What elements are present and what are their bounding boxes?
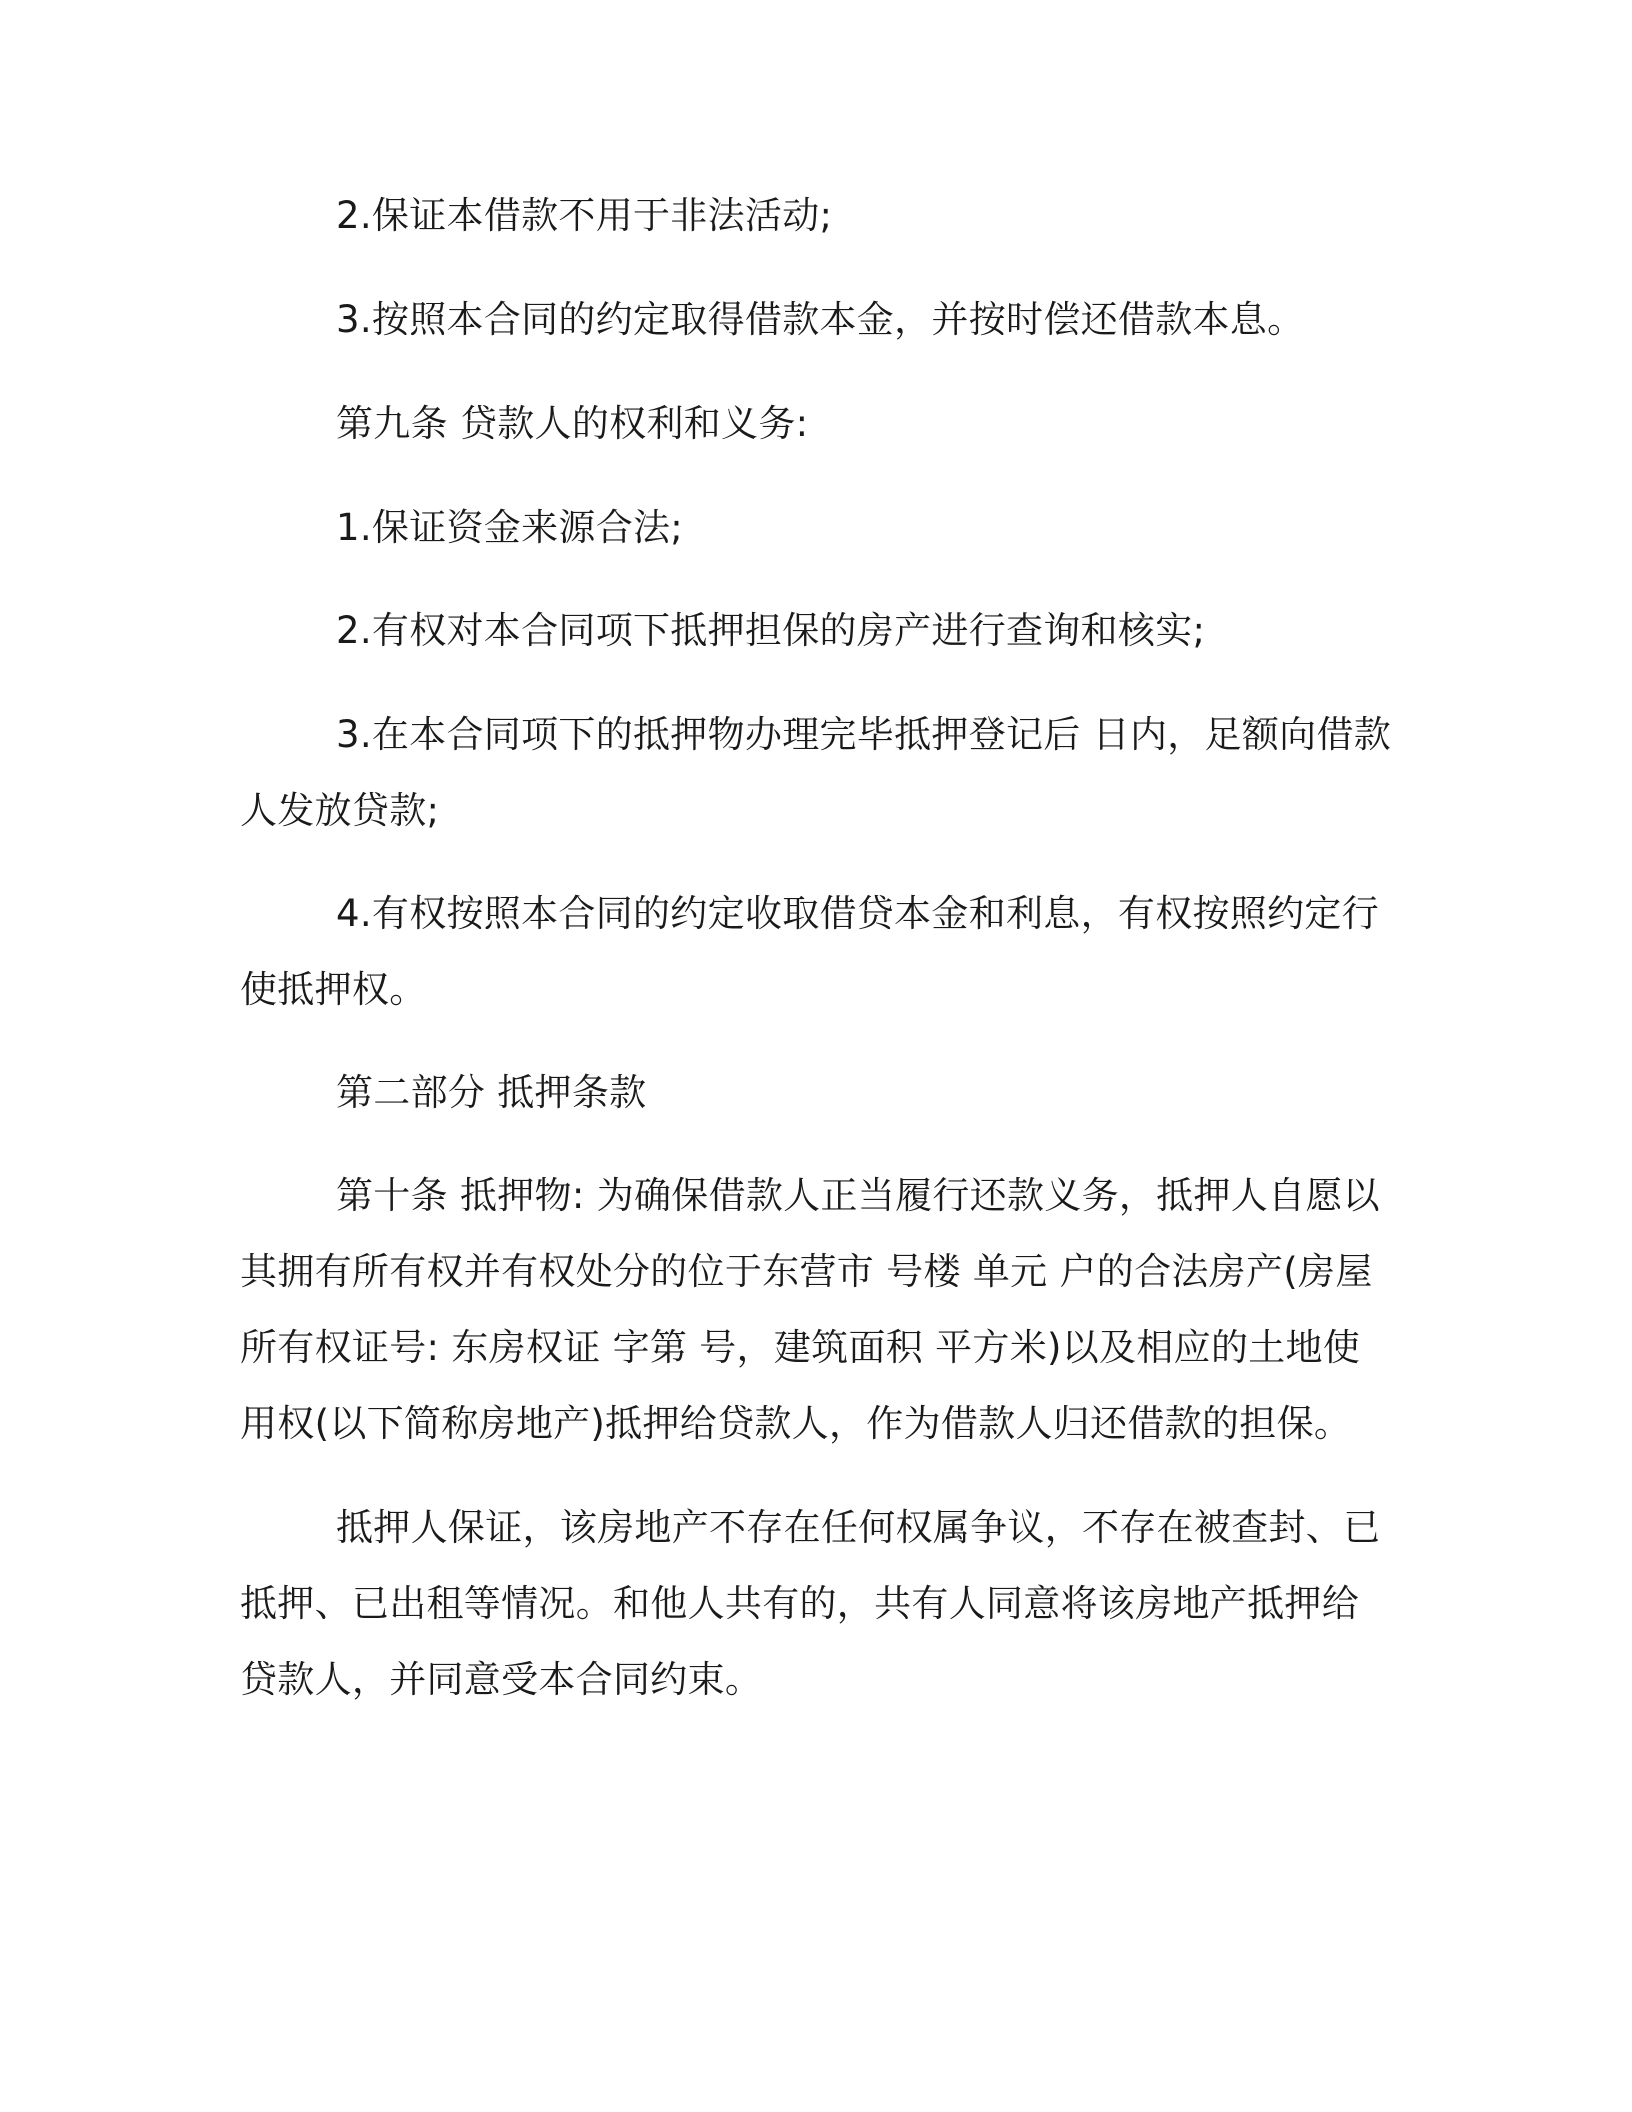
- paragraph: [240, 697, 1390, 849]
- text-line: 贷款人，并同意受本合同约束。: [240, 1658, 763, 1701]
- text-line: 所有权证号: 东房权证 字第 号，建筑面积 平方米)以及相应的土地使: [240, 1326, 1361, 1369]
- text-line: 3.按照本合同的约定取得借款本金，并按时偿还借款本息。: [336, 298, 1305, 341]
- text-line: 4.有权按照本合同的约定收取借贷本金和利息，有权按照约定行: [336, 892, 1379, 935]
- text-line: 使抵押权。: [240, 968, 427, 1011]
- section-heading: [240, 1055, 1390, 1131]
- text-line: 2.保证本借款不用于非法活动;: [336, 194, 833, 237]
- paragraph: [240, 1158, 1390, 1462]
- text-line: 抵押、已出租等情况。和他人共有的，共有人同意将该房地产抵押给: [240, 1582, 1359, 1625]
- text-line: 用权(以下简称房地产)抵押给贷款人，作为借款人归还借款的担保。: [240, 1402, 1352, 1445]
- section-heading: [240, 386, 1390, 462]
- text-line: 第二部分 抵押条款: [336, 1071, 647, 1114]
- paragraph: [240, 282, 1390, 358]
- text-line: 第十条 抵押物: 为确保借款人正当履行还款义务，抵押人自愿以: [336, 1174, 1380, 1217]
- paragraph: [240, 178, 1390, 254]
- paragraph: [240, 1490, 1390, 1718]
- paragraph: [240, 490, 1390, 566]
- text-line: 第九条 贷款人的权利和义务:: [336, 402, 809, 445]
- text-line: 其拥有所有权并有权处分的位于东营市 号楼 单元 户的合法房产(房屋: [240, 1250, 1373, 1293]
- paragraph: [240, 593, 1390, 669]
- text-line: 1.保证资金来源合法;: [336, 506, 684, 549]
- paragraph: [240, 876, 1390, 1028]
- text-line: 3.在本合同项下的抵押物办理完毕抵押登记后 日内，足额向借款: [336, 713, 1392, 756]
- text-line: 抵押人保证，该房地产不存在任何权属争议，不存在被查封、已: [336, 1506, 1381, 1549]
- text-line: 人发放贷款;: [240, 789, 440, 832]
- text-line: 2.有权对本合同项下抵押担保的房产进行查询和核实;: [336, 609, 1206, 652]
